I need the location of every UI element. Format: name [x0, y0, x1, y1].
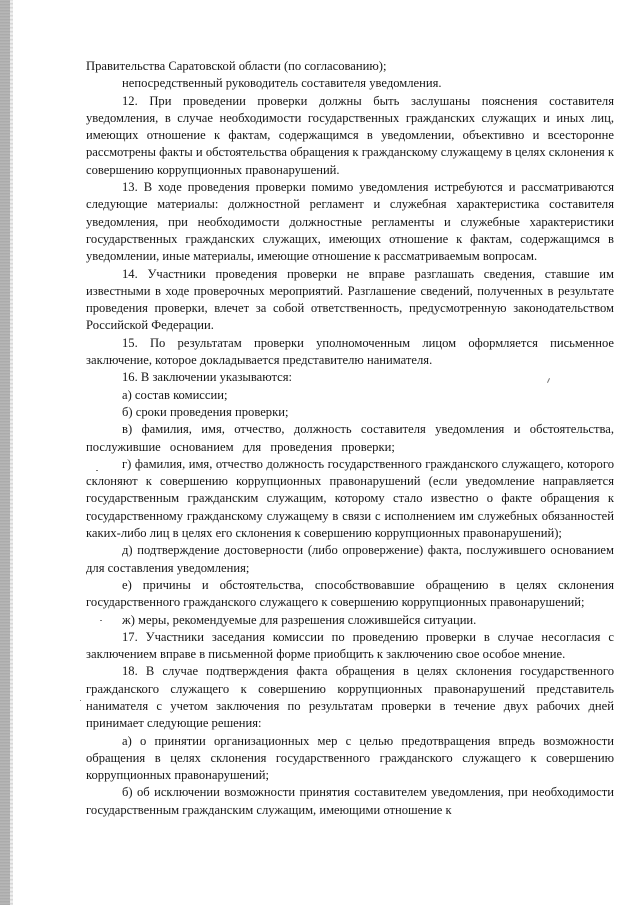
list-item-g: г) фамилия, имя, отчество должность государственного гражданского служащего, которого склоняют к совершению коррупционных правонарушений (если уведомление направляется государственным гражданским служащим, которому стало известно о факте обращения к государственному гражданскому служащему в связи с исполнением им служебных обязанностей каких-либо лиц в целях его склонения к совершению коррупционных правонарушений);: [86, 456, 614, 541]
list-item-v: в) фамилия, имя, отчество, должность составителя уведомления и обстоятельства, послужившие основанием для проведения проверки;: [86, 422, 614, 454]
paragraph-17: 17. Участники заседания комиссии по проведению проверки в случае несогласия с заключением вправе в письменной форме приобщить к заключению свое особое мнение.: [86, 629, 614, 662]
list-item-b: б) сроки проведения проверки;: [122, 404, 289, 419]
list-item-e: е) причины и обстоятельства, способствовавшие обращению в целях склонения государственного гражданского служащего к совершению коррупционных правонарушений;: [86, 577, 614, 610]
scan-border-shadow: [10, 0, 13, 905]
list-item-d: д) подтверждение достоверности (либо опровержение) факта, послужившего основанием для составления уведомления;: [86, 543, 614, 575]
list-item-a: а) состав комиссии;: [122, 387, 228, 402]
list-item-zh: ж) меры, рекомендуемые для разрешения сложившейся ситуации.: [122, 612, 477, 627]
paragraph-continuation: Правительства Саратовской области (по согласованию);: [86, 59, 387, 73]
decision-item-a: а) о принятии организационных мер с целью предотвращения впредь возможности обращения в целях склонения государственного гражданского служащего к совершению коррупционных правонарушений;: [86, 733, 614, 783]
paragraph-13: 13. В ходе проведения проверки помимо уведомления истребуются и рассматриваются следующие материалы: должностной регламент и служебная характеристика составителя уведомления, при необходимости должностные регламенты и служебные характеристики государственных гражданских служащих, имеющих отношение к фактам, содержащимся в уведомлении, иные материалы, имеющие отношение к рассматриваемым вопросам.: [86, 180, 614, 264]
paragraph-supervisor: непосредственный руководитель составителя уведомления.: [122, 76, 442, 91]
document-page: [86, 58, 614, 819]
paragraph-12: 12. При проведении проверки должны быть заслушаны пояснения составителя уведомления, в случае необходимости государственных гражданских служащих и иных лиц, имеющих отношение к фактам, содержащимся в уведомлении, объективно и всесторонне рассмотрены факты и обстоятельства обращения к гражданскому служащему в целях склонения к совершению коррупционных правонарушений.: [86, 93, 614, 177]
paragraph-18: 18. В случае подтверждения факта обращения в целях склонения государственного гражданского служащего к совершению коррупционных правонарушений представитель нанимателя с учетом заключения по результатам проверки в течение двух рабочих дней принимает следующие решения:: [86, 664, 614, 731]
scan-border-left: [0, 0, 10, 905]
paragraph-15: 15. По результатам проверки уполномоченным лицом оформляется письменное заключение, которое докладывается представителю нанимателя.: [86, 335, 614, 368]
paragraph-14: 14. Участники проведения проверки не вправе разглашать сведения, ставшие им известными в ходе проверочных мероприятий. Разглашение сведений, полученных в результате проведения проверки, влечет за собой ответственность, предусмотренную законодательством Российской Федерации.: [86, 266, 614, 333]
decision-item-b: б) об исключении возможности принятия составителем уведомления, при необходимости государственным гражданским служащим, имеющими отношение к: [86, 785, 614, 817]
paragraph-16: 16. В заключении указываются:: [122, 370, 293, 385]
